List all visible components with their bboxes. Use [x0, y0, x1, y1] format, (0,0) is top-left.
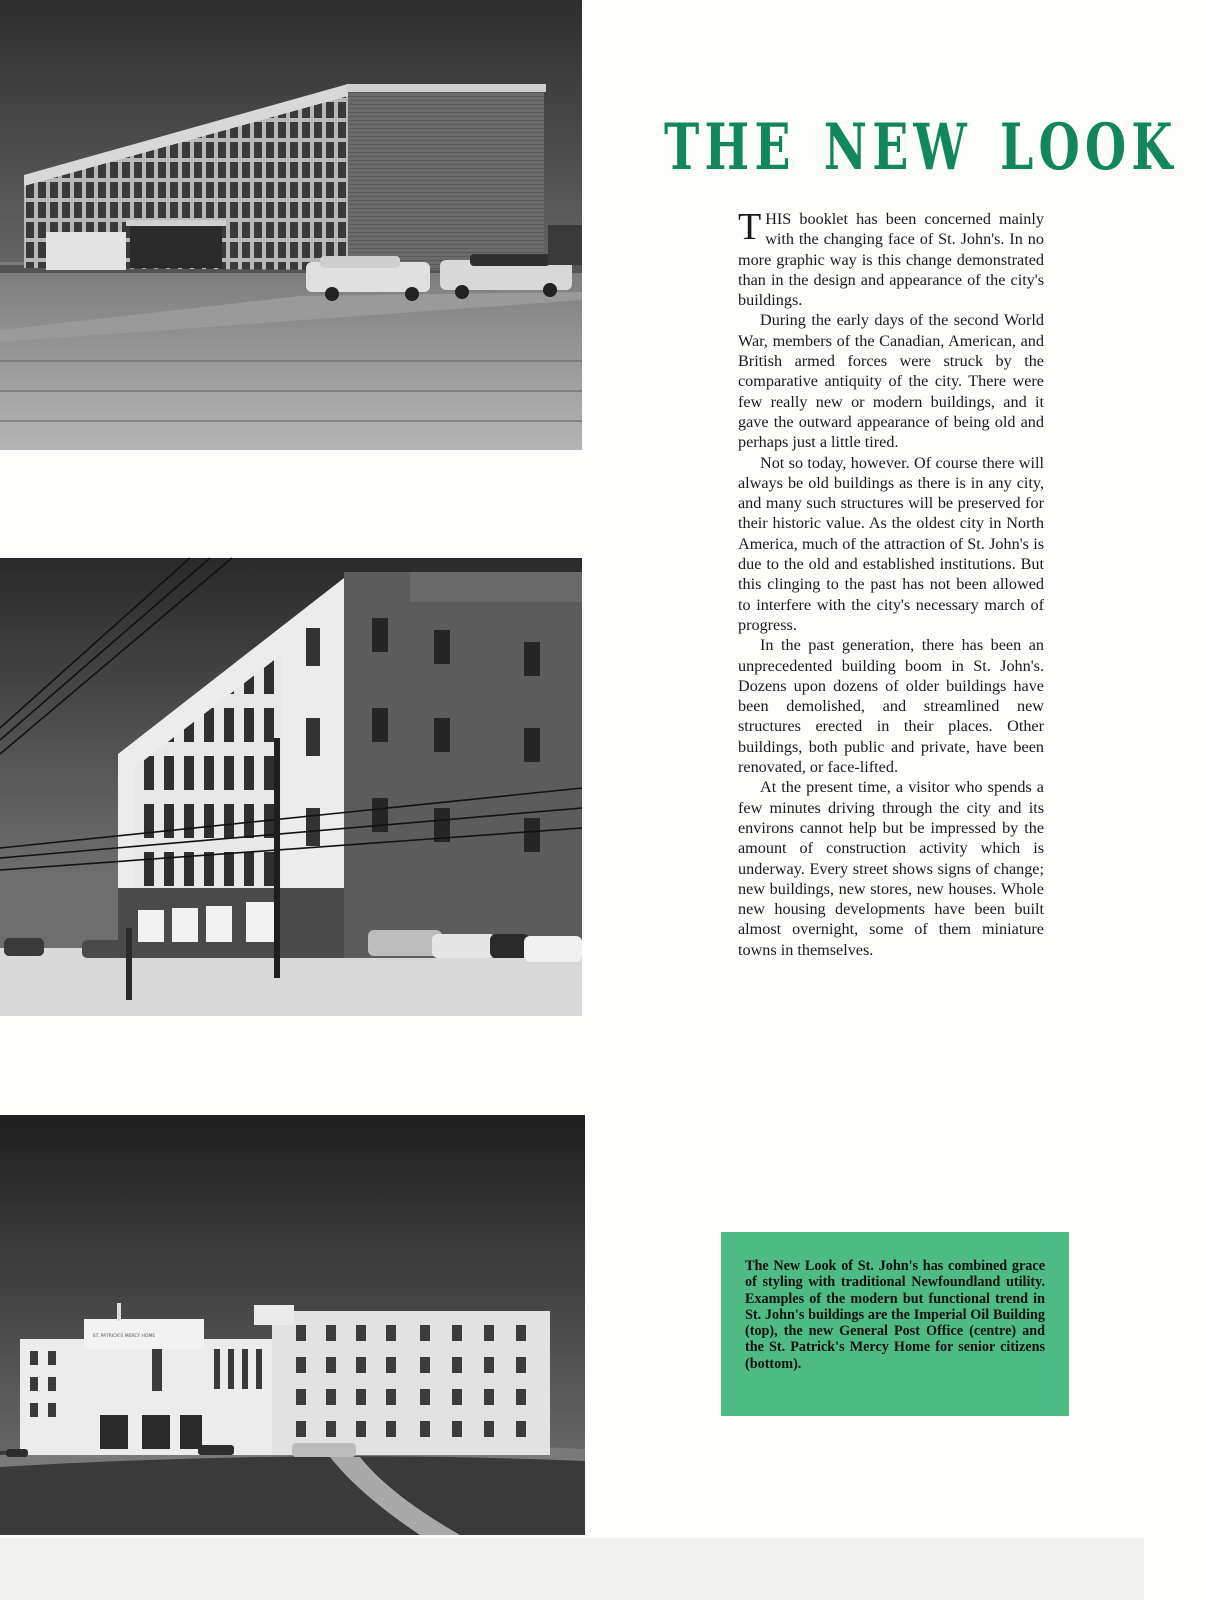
- photo-caption-text: The New Look of St. John's has combined grace of styling with traditional Newfoundland utility. Examples of the modern but functional trend in St. John's buildings are the Imperial Oil Building (top), the new General Post Office (centre) and the St. Patrick's Mercy Home for senior citizens (bottom).: [745, 1258, 1045, 1372]
- building-sign: ST. PATRICK'S MERCY HOME: [92, 1334, 156, 1339]
- photo-st-patricks-mercy-home: [0, 1115, 585, 1535]
- dropcap: T: [738, 206, 762, 248]
- scan-edge: [0, 1538, 1144, 1600]
- title-word-2: NEW: [823, 110, 972, 185]
- page-title: [664, 108, 1178, 188]
- article-paragraph-1: THIS booklet has been concerned mainly with the changing face of St. John's. In no more graphic way is this change demonstrated than in the design and appearance of the city's buildings.: [738, 206, 1044, 310]
- photo-general-post-office: [0, 558, 582, 1016]
- article-paragraph-4: In the past generation, there has been an unprecedented building boom in St. John's. Dozens upon dozens of older buildings have been demolished, and streamlined new structures erected in their places. Other buildings, both public and private, have been renovated, or face-lifted.: [738, 636, 1044, 777]
- title-word-3: LOOK: [999, 110, 1178, 185]
- article-paragraph-5: At the present time, a visitor who spends a few minutes driving through the city and its environs cannot help but be impressed by the amount of construction activity which is underway. Every street shows signs of change; new buildings, new stores, new houses. Whole new housing developments have been built almost overnight, some of them miniature towns in themselves.: [738, 778, 1044, 959]
- article-body: [738, 206, 1044, 960]
- photo-caption-box: [721, 1232, 1069, 1416]
- article-paragraph-2: During the early days of the second World War, members of the Canadian, American, and British armed forces were struck by the comparative antiquity of the city. There were few really new or modern buildings, and it gave the outward appearance of being old and perhaps just a little tired.: [738, 311, 1044, 452]
- article-paragraph-3: Not so today, however. Of course there will always be old buildings as there is in any city, and many such structures will be preserved for their historic value. As the oldest city in North America, much of the attraction of St. John's is due to the old and established institutions. But this clinging to the past has not been allowed to interfere with the city's necessary march of progress.: [738, 453, 1044, 634]
- photo-imperial-oil-building: [0, 0, 582, 450]
- title-word-1: THE: [664, 110, 796, 185]
